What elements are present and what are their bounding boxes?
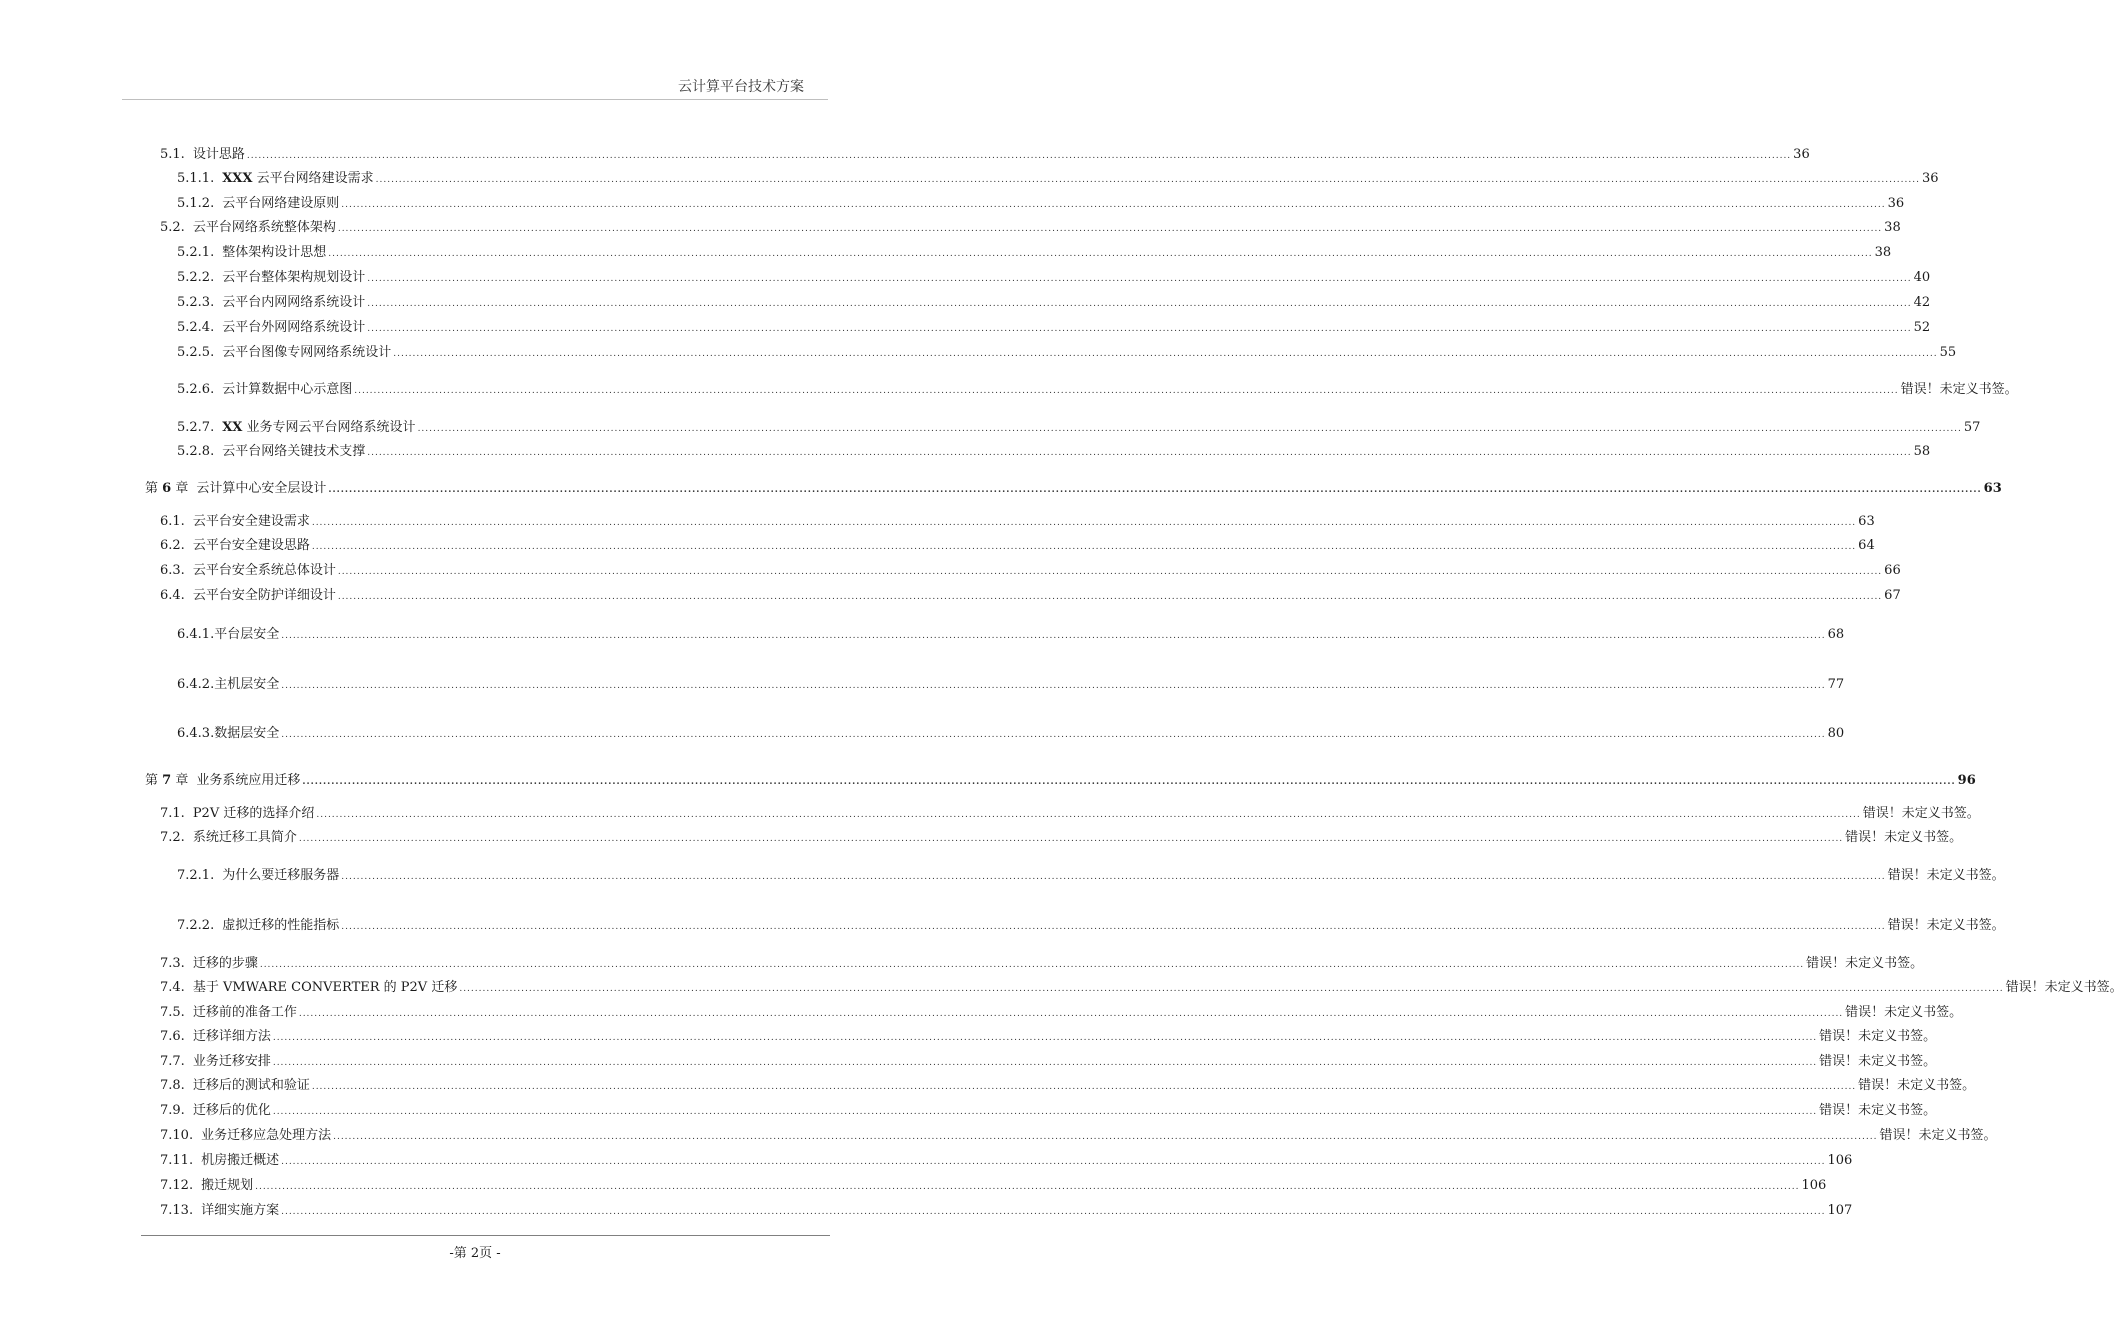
toc-entry-number: 6.2. [160, 538, 185, 553]
toc-entry-number: 7.11. [160, 1153, 194, 1168]
toc-entry-page: 96 [1957, 773, 1976, 788]
toc-entry-title [214, 677, 279, 693]
toc-dot-leader: ................................................................................................................................................................................................................................................................................................................................................................................................................ [367, 324, 1912, 334]
toc-entry-title [185, 1029, 271, 1045]
toc-entry-title [193, 1153, 279, 1169]
toc-dot-leader: ................................................................................................................................................................................................................................................................................................................................................................................................................ [328, 249, 1873, 259]
toc-dot-leader: ................................................................................................................................................................................................................................................................................................................................................................................................................ [298, 1009, 1844, 1019]
toc-entry-title-text: 迁移后的测试和验证 [192, 1078, 310, 1093]
toc-chapter-entry[interactable] [145, 481, 2002, 498]
toc-entry-title-text: 迁移详细方法 [192, 1029, 271, 1044]
toc-entry-number: 7.8. [160, 1078, 185, 1093]
toc-entry[interactable] [177, 726, 1845, 743]
toc-entry[interactable] [160, 1054, 1937, 1071]
toc-entry-page: 107 [1827, 1203, 1853, 1218]
toc-entry[interactable] [160, 1153, 1853, 1170]
toc-entry-title [214, 726, 279, 742]
toc-entry-title-text: 云平台整体架构规划设计 [222, 270, 366, 285]
header-divider [122, 99, 828, 100]
toc-dot-leader: ................................................................................................................................................................................................................................................................................................................................................................................................................ [281, 730, 1826, 740]
toc-entry-number: 7.13. [160, 1203, 194, 1218]
toc-entry-number: 7.4. [160, 980, 185, 995]
toc-entry-page: 36 [1887, 196, 1905, 211]
toc-entry-number: 7.6. [160, 1029, 185, 1044]
toc-entry-page: 80 [1827, 726, 1845, 741]
toc-entry[interactable] [160, 1029, 1937, 1046]
toc-entry-title-text: 数据层安全 [214, 726, 280, 741]
toc-entry-page: 55 [1939, 345, 1957, 360]
toc-entry-title [214, 444, 365, 460]
toc-entry-number: 6.4. [160, 588, 185, 603]
toc-entry-title [185, 220, 336, 236]
toc-entry-title-text: 云平台图像专网网络系统设计 [222, 345, 392, 360]
toc-entry-title-text: 业务专网云平台网络系统设计 [246, 420, 416, 435]
toc-chapter-entry[interactable] [145, 773, 1976, 790]
toc-entry-number: 5.2.8. [177, 444, 215, 459]
toc-entry-number: 5.1. [160, 147, 185, 162]
toc-entry[interactable] [177, 382, 2018, 399]
toc-entry[interactable] [177, 320, 1931, 337]
toc-dot-leader: ................................................................................................................................................................................................................................................................................................................................................................................................................ [311, 542, 1857, 552]
toc-entry-title [214, 270, 365, 286]
toc-entry-title [214, 295, 365, 311]
toc-entry[interactable] [160, 830, 1963, 847]
toc-entry-title-text: 迁移前的准备工作 [192, 1005, 297, 1020]
toc-entry-title-text: 平台层安全 [214, 627, 280, 642]
toc-entry-title [185, 830, 297, 846]
toc-dot-leader: ................................................................................................................................................................................................................................................................................................................................................................................................................ [298, 834, 1844, 844]
toc-entry-title-text: 云平台安全系统总体设计 [192, 563, 336, 578]
toc-entry[interactable] [177, 270, 1931, 287]
toc-entry-page: 64 [1858, 538, 1875, 553]
toc-entry-title-text: 云平台安全建设思路 [192, 538, 310, 553]
toc-entry-title [185, 588, 336, 604]
toc-entry-title [214, 245, 326, 261]
toc-entry[interactable] [177, 171, 1939, 188]
toc-entry-title-text: 设计思路 [192, 147, 245, 162]
toc-entry-page: 错误！未定义书签。 [2005, 980, 2123, 995]
toc-entry-page: 38 [1874, 245, 1892, 260]
toc-dot-leader: ................................................................................................................................................................................................................................................................................................................................................................................................................ [311, 518, 1857, 528]
toc-entry-title [185, 980, 458, 996]
toc-dot-leader: ................................................................................................................................................................................................................................................................................................................................................................................................................ [354, 386, 1899, 396]
toc-dot-leader: ................................................................................................................................................................................................................................................................................................................................................................................................................ [459, 984, 2004, 994]
toc-entry-page: 63 [1858, 514, 1875, 529]
toc-dot-leader: ................................................................................................................................................................................................................................................................................................................................................................................................................ [281, 681, 1826, 691]
toc-entry-number: 5.2. [160, 220, 185, 235]
toc-entry-number: 7.9. [160, 1103, 185, 1118]
toc-dot-leader: ................................................................................................................................................................................................................................................................................................................................................................................................................ [367, 299, 1912, 309]
toc-entry-number: 7.2. [160, 830, 185, 845]
toc-entry-number: 第 6 章 [145, 481, 189, 496]
toc-dot-leader: ................................................................................................................................................................................................................................................................................................................................................................................................................ [341, 200, 1886, 210]
toc-entry-title [193, 1178, 253, 1194]
toc-entry-title [185, 563, 336, 579]
toc-entry-title [188, 773, 300, 789]
toc-entry-number: 5.2.4. [177, 320, 215, 335]
toc-entry-title-text: 云平台安全防护详细设计 [192, 588, 336, 603]
toc-entry[interactable] [177, 868, 2005, 885]
toc-dot-leader: ................................................................................................................................................................................................................................................................................................................................................................................................................ [393, 349, 1938, 359]
toc-entry[interactable] [160, 538, 1875, 555]
toc-entry-title [185, 147, 245, 163]
toc-entry-page: 错误！未定义书签。 [1900, 382, 2018, 397]
toc-entry-title [214, 868, 339, 884]
toc-entry-title [214, 382, 352, 398]
toc-entry-title-prefix: XX [222, 420, 243, 435]
page-number: -第 2页 - [449, 1246, 501, 1261]
toc-entry-page: 38 [1884, 220, 1901, 235]
toc-entry[interactable] [160, 1078, 1976, 1095]
toc-entry-page: 77 [1827, 677, 1845, 692]
toc-entry-page: 42 [1913, 295, 1931, 310]
toc-entry-title-text: 为什么要迁移服务器 [222, 868, 340, 883]
toc-entry-title-prefix: XXX [222, 171, 253, 186]
toc-entry-page: 106 [1801, 1178, 1827, 1193]
toc-entry-title [193, 1128, 331, 1144]
toc-entry-title-text: 云平台网络建设原则 [222, 196, 340, 211]
toc-entry-number: 5.2.6. [177, 382, 215, 397]
toc-entry-title [214, 171, 373, 187]
toc-entry[interactable] [160, 1128, 1997, 1145]
toc-entry-number: 6.4.3. [177, 726, 215, 741]
toc-dot-leader: ................................................................................................................................................................................................................................................................................................................................................................................................................ [341, 872, 1886, 882]
toc-entry-title-text: 业务系统应用迁移 [196, 773, 301, 788]
toc-entry[interactable] [177, 420, 1981, 437]
toc-entry[interactable] [177, 345, 1957, 362]
toc-entry-number: 7.1. [160, 806, 185, 821]
toc-dot-leader: ................................................................................................................................................................................................................................................................................................................................................................................................................ [302, 777, 1956, 787]
toc-entry-title [214, 918, 339, 934]
toc-entry-page: 58 [1913, 444, 1931, 459]
toc-entry-title [185, 956, 258, 972]
toc-dot-leader: ................................................................................................................................................................................................................................................................................................................................................................................................................ [367, 274, 1912, 284]
toc-entry-title-text: 云平台外网网络系统设计 [222, 320, 366, 335]
toc-entry[interactable] [160, 514, 1875, 531]
toc-entry-page: 错误！未定义书签。 [1819, 1029, 1937, 1044]
toc-entry-number: 5.2.3. [177, 295, 215, 310]
toc-entry-title-text: 系统迁移工具简介 [192, 830, 297, 845]
toc-entry-title-text: 基于 VMWARE CONVERTER 的 P2V 迁移 [192, 980, 458, 995]
toc-entry-page: 错误！未定义书签。 [1858, 1078, 1976, 1093]
toc-dot-leader: ................................................................................................................................................................................................................................................................................................................................................................................................................ [337, 224, 1883, 234]
toc-dot-leader: ................................................................................................................................................................................................................................................................................................................................................................................................................ [333, 1132, 1878, 1142]
toc-entry-title [193, 1203, 279, 1219]
toc-entry-title [188, 481, 326, 497]
toc-entry[interactable] [160, 1178, 1827, 1195]
toc-entry[interactable] [160, 147, 1810, 164]
toc-entry-page: 错误！未定义书签。 [1819, 1103, 1937, 1118]
toc-entry-page: 67 [1884, 588, 1901, 603]
toc-dot-leader: ................................................................................................................................................................................................................................................................................................................................................................................................................ [272, 1058, 1818, 1068]
toc-dot-leader: ................................................................................................................................................................................................................................................................................................................................................................................................................ [341, 922, 1886, 932]
toc-entry-page: 36 [1793, 147, 1810, 162]
toc-dot-leader: ................................................................................................................................................................................................................................................................................................................................................................................................................ [311, 1082, 1857, 1092]
toc-entry-page: 错误！未定义书签。 [1845, 1005, 1963, 1020]
toc-dot-leader: ................................................................................................................................................................................................................................................................................................................................................................................................................ [337, 592, 1883, 602]
toc-entry[interactable] [177, 918, 2005, 935]
toc-entry-title [185, 514, 310, 530]
toc-entry-number: 7.5. [160, 1005, 185, 1020]
toc-entry-page: 错误！未定义书签。 [1887, 868, 2005, 883]
toc-entry-number: 6.4.1. [177, 627, 215, 642]
toc-entry-number: 6.3. [160, 563, 185, 578]
toc-dot-leader: ................................................................................................................................................................................................................................................................................................................................................................................................................ [316, 810, 1861, 820]
toc-entry-title [185, 1005, 297, 1021]
toc-entry-number: 5.1.2. [177, 196, 215, 211]
toc-entry[interactable] [177, 245, 1892, 262]
toc-entry-number: 7.10. [160, 1128, 194, 1143]
toc-entry-number: 7.2.2. [177, 918, 215, 933]
toc-entry-title-text: 云平台安全建设需求 [192, 514, 310, 529]
toc-dot-leader: ................................................................................................................................................................................................................................................................................................................................................................................................................ [272, 1033, 1818, 1043]
toc-entry-title [185, 1078, 310, 1094]
toc-entry-title-text: 详细实施方案 [201, 1203, 280, 1218]
toc-entry-title [185, 538, 310, 554]
toc-entry-number: 5.2.5. [177, 345, 215, 360]
toc-entry-title-text: 搬迁规划 [201, 1178, 254, 1193]
toc-entry-title-text: 整体架构设计思想 [222, 245, 327, 260]
toc-entry-page: 57 [1963, 420, 1981, 435]
toc-entry-number: 6.4.2. [177, 677, 215, 692]
toc-entry-page: 错误！未定义书签。 [1806, 956, 1924, 971]
toc-entry-number: 7.7. [160, 1054, 185, 1069]
toc-dot-leader: ................................................................................................................................................................................................................................................................................................................................................................................................................ [281, 1157, 1826, 1167]
toc-entry[interactable] [177, 295, 1931, 312]
toc-entry-title-text: 迁移后的优化 [192, 1103, 271, 1118]
toc-entry-page: 40 [1913, 270, 1931, 285]
toc-entry[interactable] [177, 677, 1845, 694]
toc-entry-title-text: 云平台网络关键技术支撑 [222, 444, 366, 459]
toc-entry-number: 7.12. [160, 1178, 194, 1193]
toc-entry-page: 错误！未定义书签。 [1879, 1128, 1997, 1143]
toc-entry-title-text: 机房搬迁概述 [201, 1153, 280, 1168]
toc-entry[interactable] [160, 220, 1901, 237]
toc-dot-leader: ................................................................................................................................................................................................................................................................................................................................................................................................................ [246, 151, 1792, 161]
toc-entry[interactable] [177, 196, 1905, 213]
toc-entry-page: 错误！未定义书签。 [1862, 806, 1980, 821]
toc-entry-title-text: 主机层安全 [214, 677, 280, 692]
toc-entry-number: 5.2.7. [177, 420, 215, 435]
toc-entry-title-text: 云计算数据中心示意图 [222, 382, 353, 397]
toc-entry-title [214, 320, 365, 336]
toc-entry-number: 5.2.1. [177, 245, 215, 260]
toc-entry-title-text: 业务迁移应急处理方法 [201, 1128, 332, 1143]
toc-entry[interactable] [177, 444, 1931, 461]
toc-entry-page: 错误！未定义书签。 [1845, 830, 1963, 845]
toc-entry[interactable] [177, 627, 1845, 644]
toc-entry-title [185, 1103, 271, 1119]
toc-entry-page: 63 [1983, 481, 2002, 496]
toc-entry[interactable] [160, 956, 1924, 973]
toc-dot-leader: ................................................................................................................................................................................................................................................................................................................................................................................................................ [417, 424, 1962, 434]
toc-entry-title [214, 196, 339, 212]
toc-dot-leader: ................................................................................................................................................................................................................................................................................................................................................................................................................ [259, 960, 1805, 970]
toc-entry-title [214, 420, 415, 436]
toc-entry-page: 66 [1884, 563, 1901, 578]
toc-entry-page: 错误！未定义书签。 [1887, 918, 2005, 933]
toc-entry[interactable] [160, 563, 1901, 580]
toc-entry-title-text: 虚拟迁移的性能指标 [222, 918, 340, 933]
toc-entry-page: 106 [1827, 1153, 1853, 1168]
footer-divider [141, 1235, 830, 1236]
toc-entry-number: 第 7 章 [145, 773, 189, 788]
toc-entry-number: 7.2.1. [177, 868, 215, 883]
toc-entry[interactable] [160, 806, 1980, 823]
toc-entry-page: 36 [1921, 171, 1939, 186]
toc-entry[interactable] [160, 980, 2123, 997]
toc-entry-title-text: 云平台网络系统整体架构 [192, 220, 336, 235]
toc-entry-title [185, 806, 315, 822]
toc-dot-leader: ................................................................................................................................................................................................................................................................................................................................................................................................................ [272, 1107, 1818, 1117]
toc-entry[interactable] [160, 1203, 1853, 1220]
toc-dot-leader: ................................................................................................................................................................................................................................................................................................................................................................................................................ [281, 631, 1826, 641]
toc-dot-leader: ................................................................................................................................................................................................................................................................................................................................................................................................................ [337, 567, 1883, 577]
toc-entry-number: 5.2.2. [177, 270, 215, 285]
toc-entry-number: 5.1.1. [177, 171, 215, 186]
toc-entry-title-text: 业务迁移安排 [192, 1054, 271, 1069]
toc-entry-page: 错误！未定义书签。 [1819, 1054, 1937, 1069]
toc-entry-title [214, 345, 391, 361]
toc-entry-title-text: P2V 迁移的选择介绍 [192, 806, 315, 821]
running-header-title: 云计算平台技术方案 [678, 79, 804, 95]
toc-entry[interactable] [160, 1005, 1963, 1022]
toc-entry[interactable] [160, 1103, 1937, 1120]
toc-dot-leader: ................................................................................................................................................................................................................................................................................................................................................................................................................ [367, 448, 1912, 458]
toc-entry-title-text: 云计算中心安全层设计 [196, 481, 327, 496]
toc-entry-page: 68 [1827, 627, 1845, 642]
toc-entry[interactable] [160, 588, 1901, 605]
toc-dot-leader: ................................................................................................................................................................................................................................................................................................................................................................................................................ [255, 1182, 1800, 1192]
toc-entry-title-text: 云平台内网网络系统设计 [222, 295, 366, 310]
toc-entry-title [185, 1054, 271, 1070]
toc-entry-title-text: 云平台网络建设需求 [256, 171, 374, 186]
toc-dot-leader: ................................................................................................................................................................................................................................................................................................................................................................................................................ [375, 175, 1920, 185]
toc-entry-number: 6.1. [160, 514, 185, 529]
toc-entry-title [214, 627, 279, 643]
toc-entry-page: 52 [1913, 320, 1931, 335]
toc-dot-leader: ................................................................................................................................................................................................................................................................................................................................................................................................................ [328, 485, 1982, 495]
toc-entry-title-text: 迁移的步骤 [192, 956, 258, 971]
toc-entry-number: 7.3. [160, 956, 185, 971]
toc-dot-leader: ................................................................................................................................................................................................................................................................................................................................................................................................................ [281, 1207, 1826, 1217]
